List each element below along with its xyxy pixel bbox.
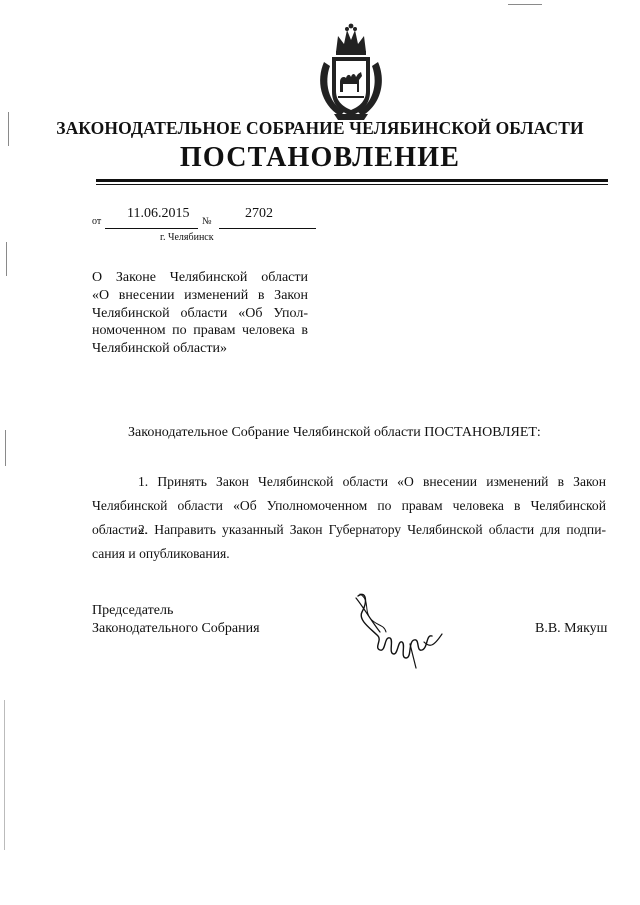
position-line-1: Председатель	[92, 603, 174, 618]
organization-title: ЗАКОНОДАТЕЛЬНОЕ СОБРАНИЕ ЧЕЛЯБИНСКОЙ ОБЛАСТИ	[56, 118, 584, 138]
item-2-line-1: 2. Направить указанный Закон Губернатору Челябинской области для подпи-	[138, 522, 606, 537]
subject-line: Челябинской области»	[92, 341, 227, 357]
preamble: Законодательное Собрание Челябинской области ПОСТАНОВЛЯЕТ:	[128, 425, 541, 440]
item-2-line-2: сания и опубликования.	[92, 546, 230, 561]
number-underline	[219, 228, 316, 229]
item-1-line-1: 1. Принять Закон Челябинской области «О внесении изменений в Закон	[138, 474, 606, 489]
handwritten-signature	[350, 588, 450, 672]
date-prefix: от	[92, 216, 102, 227]
date-underline	[105, 228, 198, 229]
item-1-line-2: Челябинской области «Об Уполномоченном по правам человека в Челябинской области».	[92, 498, 606, 537]
scan-mark	[4, 700, 5, 850]
city-name: г. Челябинск	[160, 232, 214, 243]
subject-line: «О внесении изменений в Закон	[92, 287, 308, 303]
signatory-position	[92, 602, 260, 638]
subject-line: О Законе Челябинской области	[92, 270, 308, 285]
document-type-title: ПОСТАНОВЛЕНИЕ	[179, 142, 461, 173]
document-subject	[92, 269, 308, 358]
coat-of-arms-emblem	[314, 22, 388, 122]
number-prefix: №	[202, 216, 212, 227]
header-rule-thin	[96, 184, 608, 185]
position-line-2: Законодательного Собрания	[92, 621, 260, 636]
document-date: 11.06.2015	[127, 206, 190, 221]
subject-line: номоченном по правам человека в	[92, 323, 308, 339]
document-number: 2702	[245, 206, 273, 221]
scan-mark	[5, 430, 6, 466]
scan-mark	[508, 4, 542, 5]
signatory-name: В.В. Мякуш	[535, 621, 608, 636]
resolution-item-2	[92, 518, 606, 566]
header-rule-thick	[96, 179, 608, 182]
scan-mark	[6, 242, 7, 276]
subject-line: Челябинской области «Об Упол-	[92, 305, 308, 321]
